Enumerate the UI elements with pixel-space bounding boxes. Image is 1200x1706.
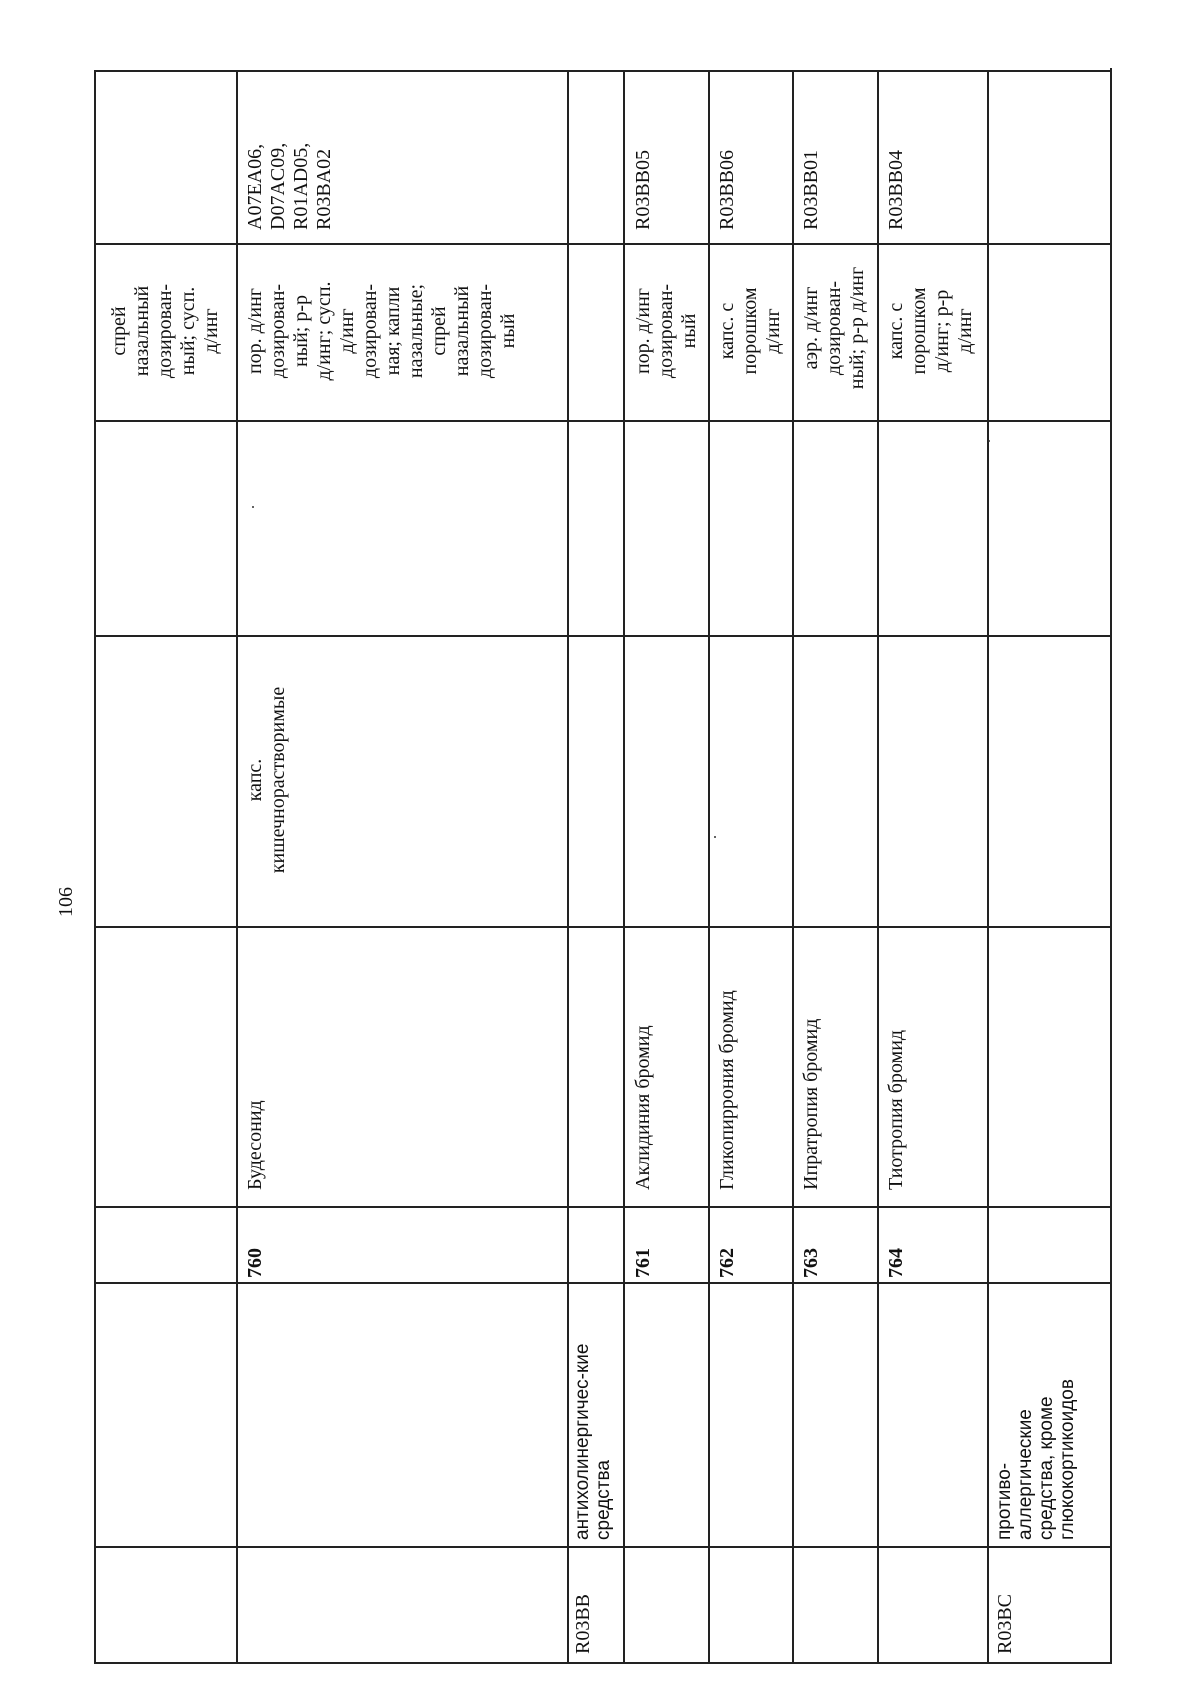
dosage-form-main: капс. кишечнорастворимые: [244, 686, 289, 874]
row-number: 761: [632, 1248, 654, 1278]
group-code: R03BC: [994, 1593, 1016, 1654]
atc-code: R03BB06: [716, 149, 738, 230]
group-code: R03BB: [572, 1593, 594, 1654]
group-name: противо- аллергические средства, кроме глюкокортикоидов: [994, 1379, 1078, 1540]
col-separator: [94, 635, 1110, 637]
table-border-left: [94, 72, 96, 1664]
row-separator: [708, 70, 710, 1664]
table-border-right: [1110, 68, 1112, 1664]
dosage-form-cell: капс. с порошком д/инг; р-р д/инг: [885, 287, 976, 375]
dosage-form-cell: пор. д/инг дозирован- ный: [632, 283, 700, 379]
drug-name: Будесонид: [244, 1100, 266, 1190]
scan-speck: [714, 836, 716, 838]
atc-code: R03BB01: [800, 149, 822, 230]
row-number: 760: [244, 1248, 266, 1278]
row-separator: [236, 70, 238, 1664]
col-separator: [94, 1206, 1110, 1208]
atc-code: A07EA06, D07AC09, R01AD05, R03BA02: [244, 142, 335, 230]
drug-name: Ипратропия бромид: [800, 1018, 822, 1190]
col-separator: [94, 926, 1110, 928]
table-border-bottom: [94, 1662, 1112, 1664]
dosage-form-cell: спрей назальный дозирован- ный; сусп. д/инг: [108, 283, 222, 379]
row-separator: [792, 70, 794, 1664]
atc-code: R03BB05: [632, 149, 654, 230]
dosage-form-cell: пор. д/инг дозирован- ный; р-р д/инг; сусп. д/инг дозирован- ная; капли назальные; спрей назальный дозирован- ный: [244, 281, 519, 381]
drug-name: Аклидиния бромид: [632, 1025, 654, 1190]
dosage-form-cell: капс. с порошком д/инг: [716, 287, 784, 375]
table-border-top: [94, 70, 1112, 72]
row-number: 762: [716, 1248, 738, 1278]
page-number: 106: [55, 887, 77, 917]
row-separator: [877, 70, 879, 1664]
row-separator: [567, 70, 569, 1664]
dosage-form-cell: аэр. д/инг дозирован- ный; р-р д/инг: [800, 266, 868, 390]
col-separator: [94, 1546, 1110, 1548]
drug-name: Тиотропия бромид: [885, 1029, 907, 1190]
scan-speck: [988, 440, 990, 442]
row-number: 764: [885, 1248, 907, 1278]
group-name: антихолинергичес-кие средства: [572, 1343, 614, 1540]
col-separator: [94, 243, 1110, 245]
row-number: 763: [800, 1248, 822, 1278]
scan-speck: [252, 506, 254, 508]
col-separator: [94, 420, 1110, 422]
col-separator: [94, 1282, 1110, 1284]
row-separator: [623, 70, 625, 1664]
row-separator: [987, 70, 989, 1664]
atc-code: R03BB04: [885, 149, 907, 230]
drug-name: Гликопиррония бромид: [716, 990, 738, 1190]
